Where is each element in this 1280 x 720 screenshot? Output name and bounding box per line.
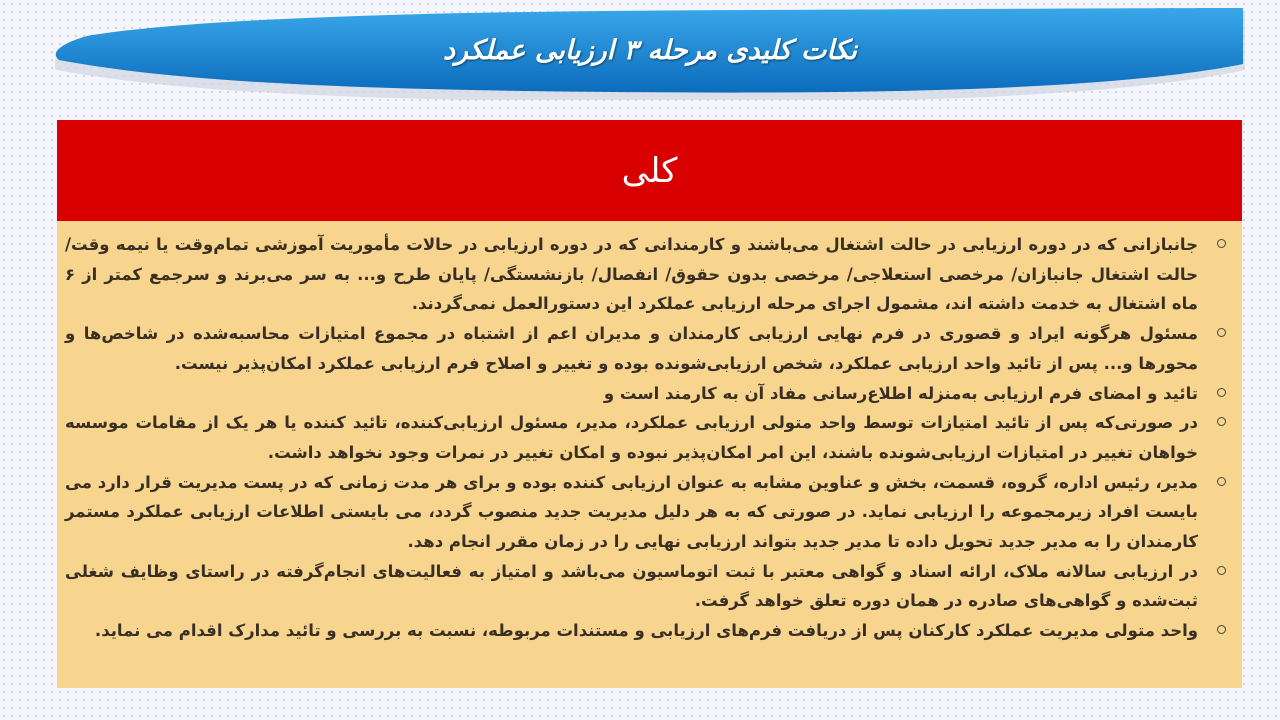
list-item [65, 230, 1228, 319]
list-item [65, 408, 1228, 467]
section-heading: کلی [621, 150, 678, 191]
bullet-text: واحد متولی مدیریت عملکرد کارکنان پس از دریافت فرم‌های ارزیابی و مستندات مربوطه، نسبت به بررسی و تائید مدارک اقدام می نماید. [94, 621, 1198, 641]
list-item [65, 319, 1228, 378]
circle-bullet-icon [1217, 239, 1226, 248]
page-title: نکات کلیدی مرحله ۳ ارزیابی عملکرد [442, 34, 858, 66]
bullet-text: تائید و امضای فرم ارزیابی به‌منزله اطلاع‌رسانی مفاد آن به کارمند است و [603, 383, 1198, 403]
list-item [65, 557, 1228, 616]
circle-bullet-icon [1217, 477, 1226, 486]
circle-bullet-icon [1217, 417, 1226, 426]
bullet-text: مدیر، رئیس اداره، گروه، قسمت، بخش و عناوین مشابه به عنوان ارزیابی کننده بوده و برای هر مدت زمانی که در پست مدیریت قرار دارد می بایست افراد زیرمجموعه را ارزیابی نماید. در صورتی که به هر دلیل مدیریت جدید منصوب گردد، می بایستی اطلاعات ارزیابی عملکرد مستمر کارمندان را به مدیر جدید تحویل داده تا مدیر جدید بتواند ارزیابی نهایی را در زمان مقرر انجام دهد. [65, 472, 1198, 552]
list-item [65, 468, 1228, 557]
circle-bullet-icon [1217, 388, 1226, 397]
section-header [57, 120, 1242, 221]
circle-bullet-icon [1217, 328, 1226, 337]
bullet-text: در ارزیابی سالانه ملاک، ارائه اسناد و گواهی معتبر با ثبت اتوماسیون می‌باشد و امتیاز به فعالیت‌های انجام‌گرفته در راستای وظایف شغلی ثبت‌شده و گواهی‌های صادره در همان دوره تعلق خواهد گرفت. [65, 561, 1198, 611]
bullet-text: جانبازانی که در دوره ارزیابی در حالت اشتغال می‌باشند و کارمندانی که در دوره ارزیابی در حالات مأموریت آموزشی تمام‌وقت یا نیمه وقت/ حالت اشتغال جانبازان/ مرخصی استعلاجی/ مرخصی بدون حقوق/ انفصال/ بازنشستگی/ پایان طرح و... به سر می‌برند و سرجمع کمتر از ۶ ماه اشتغال به خدمت داشته اند، مشمول اجرای مرحله ارزیابی عملکرد این دستورالعمل نمی‌گردند. [65, 235, 1198, 314]
circle-bullet-icon [1217, 625, 1226, 634]
list-item [65, 616, 1228, 646]
bullet-list [65, 230, 1228, 646]
bullet-text: در صورتی‌که پس از تائید امتیازات توسط واحد متولی ارزیابی عملکرد، مدیر، مسئول ارزیابی‌کننده، تائید کننده یا هر یک از مقامات موسسه خواهان تغییر در امتیازات ارزیابی‌شونده باشند، این امر امکان‌پذیر نبوده و امکان تغییر در نمرات وجود نخواهد داشت. [65, 413, 1198, 462]
list-item [65, 379, 1228, 409]
content-panel [57, 120, 1242, 688]
title-banner [55, 8, 1245, 100]
circle-bullet-icon [1217, 566, 1226, 575]
bullet-text: مسئول هرگونه ایراد و قصوری در فرم نهایی ارزیابی کارمندان و مدیران اعم از اشتباه در مجموع امتیازات محاسبه‌شده در شاخص‌ها و محورها و... پس از تائید واحد ارزیابی عملکرد، شخص ارزیابی‌شونده بوده و تغییر و اصلاح فرم ارزیابی عملکرد امکان‌پذیر نیست. [65, 324, 1198, 373]
